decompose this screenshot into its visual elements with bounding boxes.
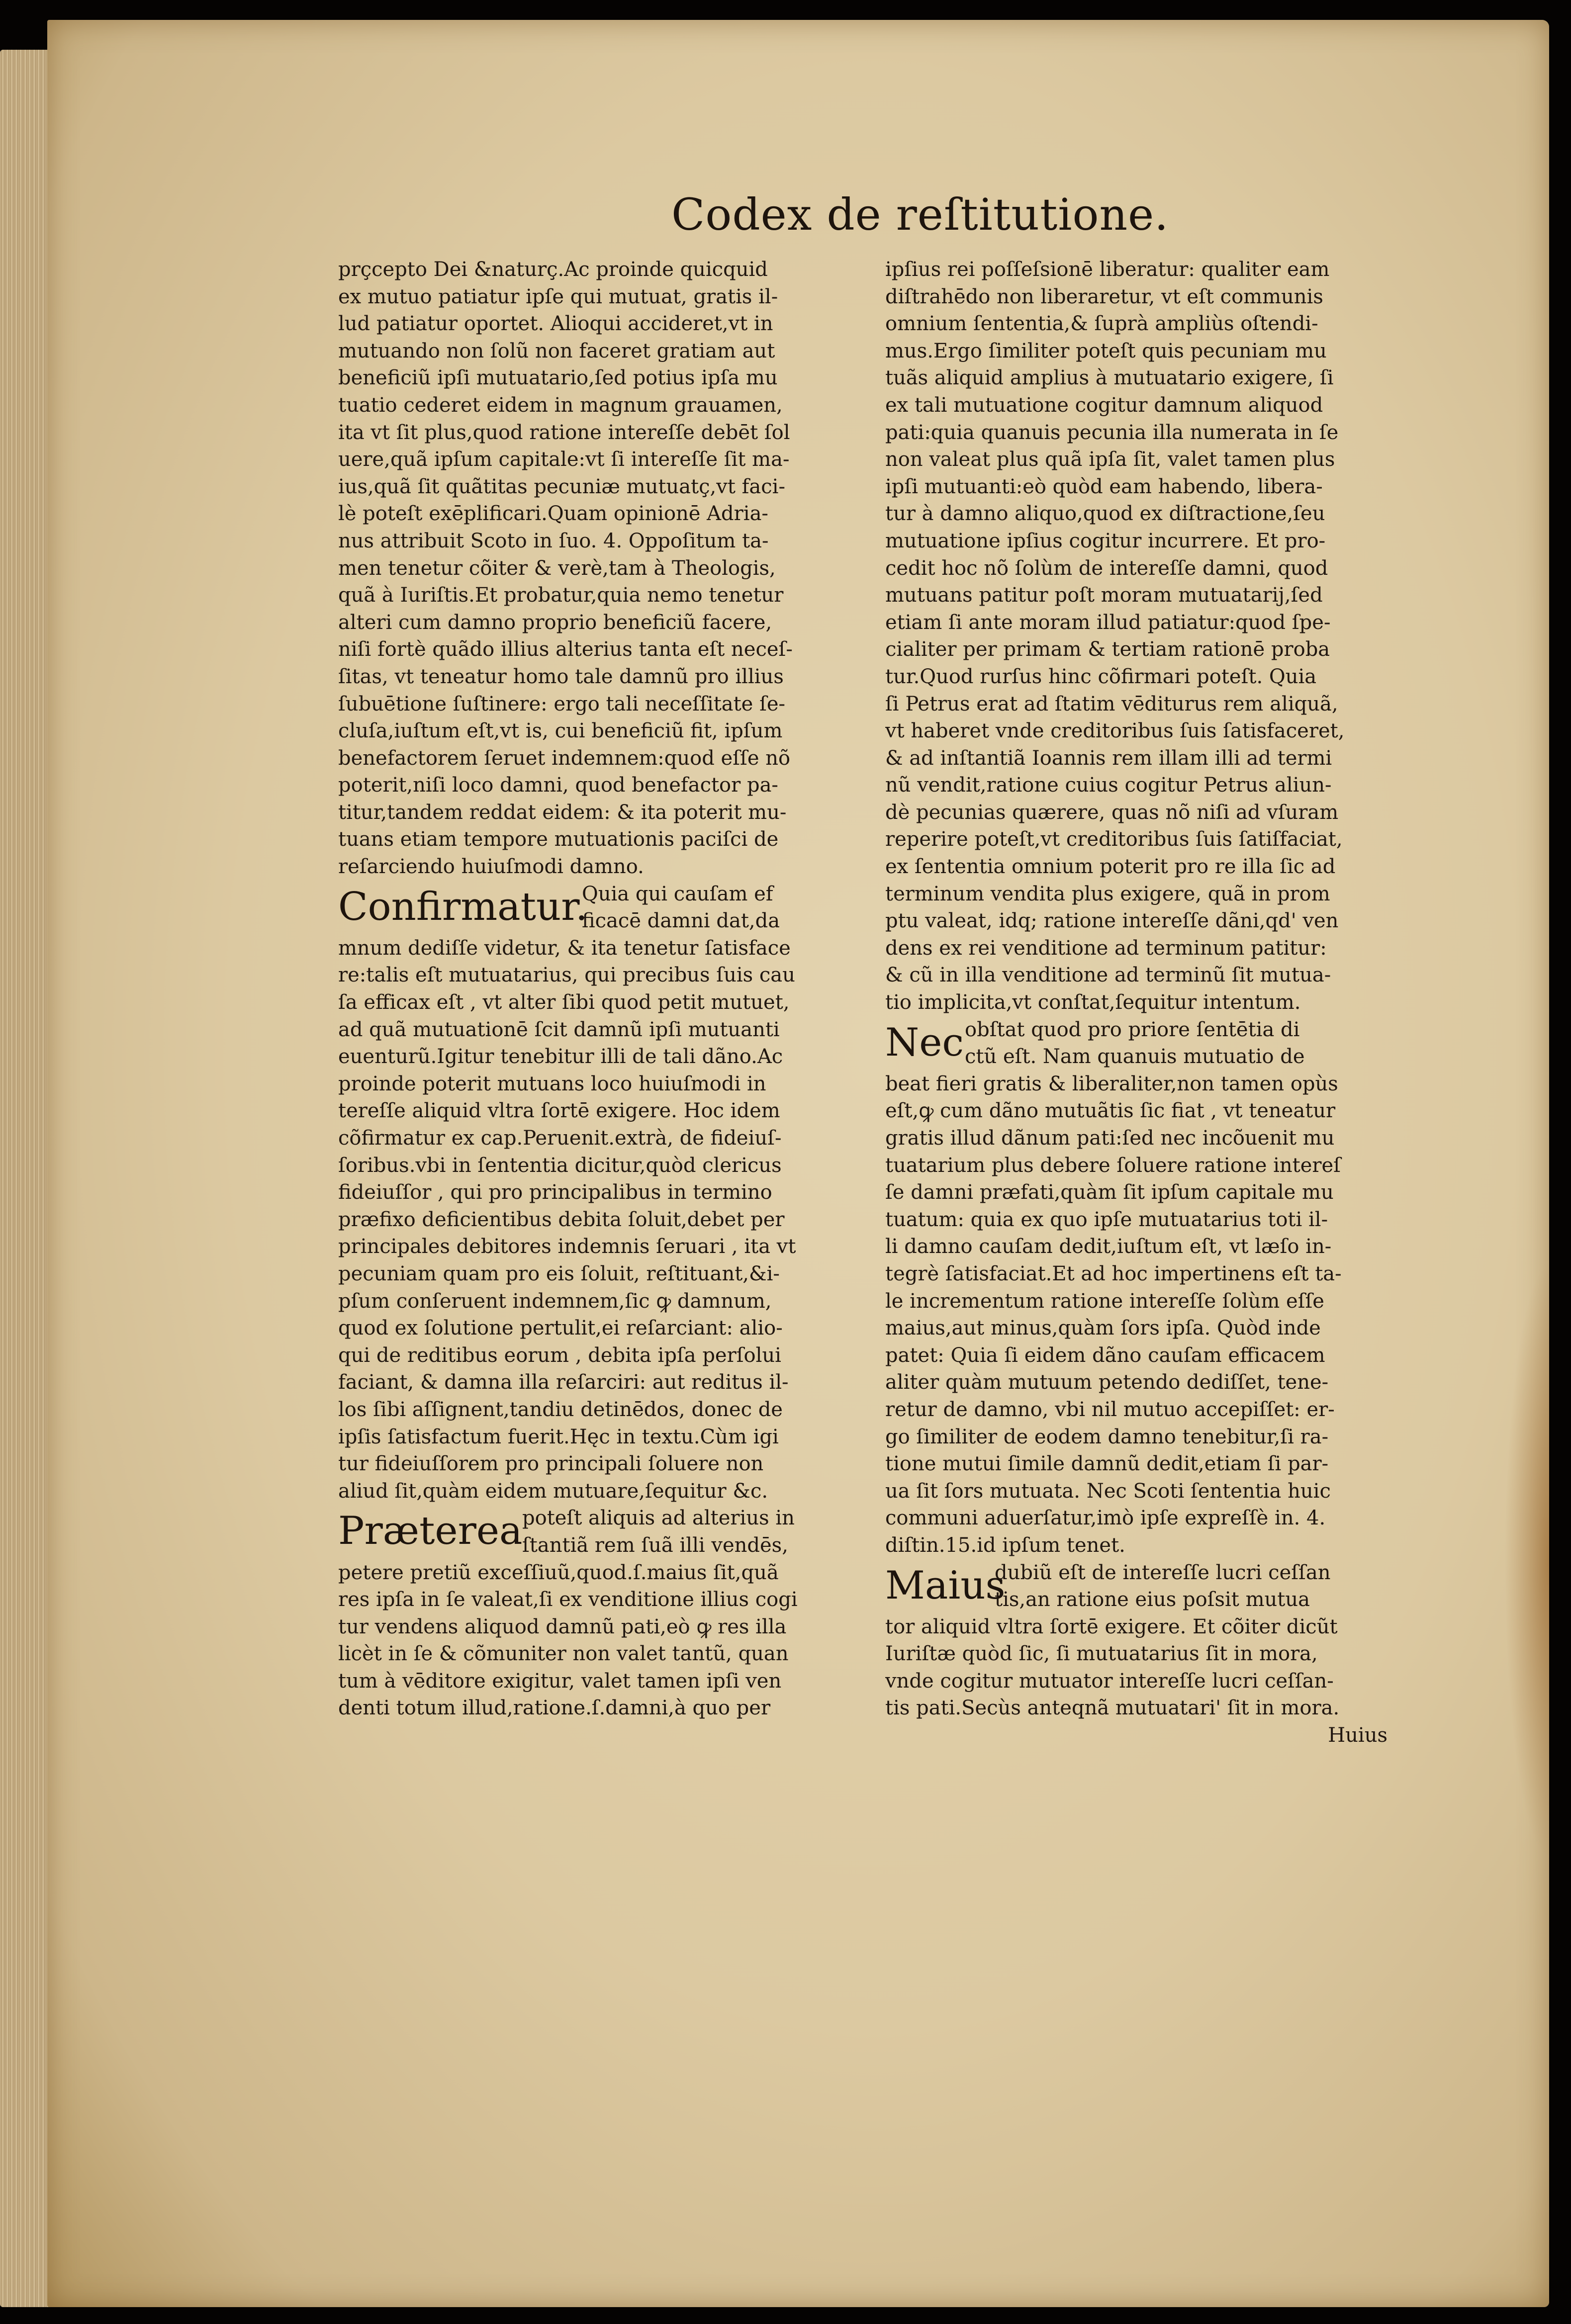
text-line: tione mutui ſimile damnũ dedit,etiam ſi par- — [885, 1452, 1329, 1476]
text-line: dè pecunias quærere, quas nõ niſi ad vſuram — [885, 801, 1339, 824]
text-line: diſtrahēdo non liberaretur, vt eſt communis — [885, 285, 1323, 308]
text-line: ua ſit ſors mutuata. Nec Scoti ſententia huic — [885, 1479, 1331, 1503]
text-line: reperire poteſt,vt creditoribus ſuis ſatiſfaciat, — [885, 828, 1343, 851]
text-line: retur de damno, vbi nil mutuo accepiſſet: er- — [885, 1398, 1335, 1421]
text-line: maius,aut minus,quàm ſors ipſa. Quòd inde — [885, 1317, 1321, 1340]
text-line: re:talis eſt mutuatarius, qui precibus ſuis cau — [338, 964, 795, 987]
text-line: tuatum: quia ex quo ipſe mutuatarius toti il- — [885, 1208, 1328, 1231]
text-line: ſi Petrus erat ad ſtatim vēditurus rem aliquã, — [885, 692, 1338, 715]
text-line: reſarciendo huiuſmodi damno. — [338, 855, 644, 879]
text-line: los ſibi aſſignent,tandiu detinēdos, donec de — [338, 1398, 783, 1421]
text-line: dubiũ eſt de intereſſe lucri ceſſan — [995, 1561, 1331, 1584]
section-heading-nec: Nec — [885, 1020, 964, 1065]
left-lines-c — [338, 1559, 840, 1722]
confirmatur-section — [338, 881, 840, 935]
text-line: pſum conſeruent indemnem,ſic ꝙ damnum, — [338, 1289, 772, 1313]
text-line: ſubuētione ſuſtinere: ergo tali neceſſitate ſe- — [338, 692, 786, 715]
text-line: uere,quã ipſum capitale:vt ſi intereſſe ſit ma- — [338, 448, 790, 471]
text-line: ex tali mutuatione cogitur damnum aliquod — [885, 393, 1323, 417]
text-line: petere pretiũ exceſſiuũ,quod.ſ.maius ſit,quã — [338, 1561, 779, 1584]
text-line: cialiter per primam & tertiam rationē proba — [885, 638, 1330, 661]
text-line: patet: Quia ſi eidem dãno cauſam efficacem — [885, 1343, 1325, 1367]
text-line: cedit hoc nõ ſolùm de intereſſe damni, quod — [885, 556, 1328, 580]
text-line: gratis illud dãnum pati:ſed nec incõuenit mu — [885, 1127, 1335, 1150]
text-line: ſoribus.vbi in ſententia dicitur,quòd clericus — [338, 1154, 782, 1177]
text-line: principales debitores indemnis ſeruari , ita vt — [338, 1235, 796, 1258]
left-lines-b — [338, 935, 840, 1505]
text-line: præfixo deficientibus debita ſoluit,debet per — [338, 1208, 785, 1231]
text-line: tuãs aliquid amplius à mutuatario exigere, ſi — [885, 366, 1334, 390]
text-line: res ipſa in ſe valeat,ſi ex venditione illius cogi — [338, 1588, 798, 1611]
text-line: lud patiatur oportet. Alioqui accideret,vt in — [338, 312, 773, 336]
text-line: euenturũ.Igitur tenebitur illi de tali dãno.Ac — [338, 1045, 783, 1069]
text-line: & ad inſtantiã Ioannis rem illam illi ad termi — [885, 746, 1332, 770]
maius-section — [885, 1559, 1387, 1613]
text-line: cõfirmatur ex cap.Peruenit.extrà, de fideiuſ- — [338, 1127, 782, 1150]
text-line: ptu valeat, idq; ratione intereſſe dãni,qd' ven — [885, 909, 1339, 933]
text-line: mutuatione ipſius cogitur incurrere. Et pro- — [885, 529, 1326, 552]
text-line: li damno cauſam dedit,iuſtum eſt, vt læſo in- — [885, 1235, 1332, 1258]
text-line: ius,quã ſit quãtitas pecuniæ mutuatç,vt faci- — [338, 475, 785, 498]
text-line: titur,tandem reddat eidem: & ita poterit mu- — [338, 801, 787, 824]
text-line: poteſt aliquis ad alterius in — [522, 1507, 795, 1530]
text-line: ex ſententia omnium poterit pro re illa ſic ad — [885, 855, 1336, 879]
right-lines-b — [885, 1071, 1387, 1559]
text-line: Iuriſtæ quòd ſic, ſi mutuatarius ſit in mora, — [885, 1642, 1318, 1666]
text-line: terminum vendita plus exigere, quã in prom — [885, 882, 1330, 905]
text-line: vnde cogitur mutuator intereſſe lucri ceſſan- — [885, 1669, 1334, 1693]
text-line: prçcepto Dei &naturç.Ac proinde quicquid — [338, 258, 768, 281]
left-column — [338, 256, 840, 1722]
nec-section — [885, 1016, 1387, 1071]
text-line: mutuans patitur poſt moram mutuatarij,ſed — [885, 584, 1323, 607]
text-line: vt haberet vnde creditoribus ſuis ſatisfaceret, — [885, 719, 1345, 743]
text-line: niſi fortè quãdo illius alterius tanta eſt neceſ- — [338, 638, 793, 661]
text-line: cluſa,iuſtum eſt,vt is, cui beneficiũ fit, ipſum — [338, 719, 783, 743]
section-heading-praeterea: Præterea — [338, 1509, 523, 1554]
text-line: tis,an ratione eius poſsit mutua — [995, 1588, 1310, 1611]
text-line: aliter quàm mutuum petendo dediſſet, tene- — [885, 1371, 1329, 1394]
text-line: qui de reditibus eorum , debita ipſa perſolui — [338, 1343, 781, 1367]
text-line: denti totum illud,ratione.ſ.damni,à quo per — [338, 1697, 771, 1720]
text-line: quã à Iuriſtis.Et probatur,quia nemo tenetur — [338, 584, 784, 607]
text-line: ſtantiã rem ſuã illi vendēs, — [522, 1533, 788, 1557]
text-line: proinde poterit mutuans loco huiuſmodi in — [338, 1072, 766, 1095]
text-line: tur à damno aliquo,quod ex diſtractione,ſeu — [885, 502, 1325, 526]
text-line: ad quã mutuationē ſcit damnũ ipſi mutuanti — [338, 1018, 780, 1041]
text-line: omnium ſententia,& ſuprà ampliùs oſtendi- — [885, 312, 1318, 336]
text-line: tuatio cederet eidem in magnum grauamen, — [338, 393, 783, 417]
text-line: tio implicita,vt conſtat,ſequitur intentum. — [885, 991, 1301, 1014]
text-line: fideiuſſor , qui pro principalibus in termino — [338, 1181, 772, 1204]
right-column — [885, 256, 1387, 1749]
text-line: tor aliquid vltra ſortē exigere. Et cõiter dicũt — [885, 1615, 1338, 1638]
text-line: nũ vendit,ratione cuius cogitur Petrus aliun- — [885, 774, 1332, 797]
right-lines-a — [885, 256, 1387, 1016]
text-line: ipſis ſatisfactum fuerit.Hęc in textu.Cùm igi — [338, 1425, 779, 1448]
text-line: beat fieri gratis & liberaliter,non tamen opùs — [885, 1072, 1338, 1095]
right-lines-c — [885, 1613, 1387, 1722]
text-line: tur.Quod rurſus hinc cõfirmari poteſt. Quia — [885, 665, 1317, 688]
text-line: ita vt ſit plus,quod ratione intereſſe debēt ſol — [338, 421, 790, 444]
running-head: Codex de reſtitutione. — [671, 189, 1169, 240]
text-line: beneficiũ ipſi mutuatario,ſed potius ipſa mu — [338, 366, 778, 390]
text-line: mus.Ergo ſimiliter poteſt quis pecuniam mu — [885, 339, 1327, 362]
text-line: ipſius rei poſſeſsionē liberatur: qualiter eam — [885, 258, 1330, 281]
text-line: poterit,niſi loco damni, quod benefactor pa- — [338, 774, 778, 797]
text-line: diſtin.15.id ipſum tenet. — [885, 1533, 1125, 1557]
left-lines-a — [338, 256, 840, 881]
text-line: etiam ſi ante moram illud patiatur:quod ſpe- — [885, 611, 1331, 634]
catchword: Huius — [1328, 1724, 1387, 1747]
text-line: ſa efficax eſt , vt alter ſibi quod petit mutuet, — [338, 991, 790, 1014]
text-line: alteri cum damno proprio beneficiũ facere, — [338, 611, 772, 634]
page-edges — [0, 50, 55, 2307]
text-line: tegrè ſatisfaciat.Et ad hoc impertinens eſt ta- — [885, 1262, 1342, 1285]
text-line: quod ex ſolutione pertulit,ei reſarciant: alio- — [338, 1317, 783, 1340]
praeterea-section — [338, 1505, 840, 1559]
text-line: eſt,ꝙ cum dãno mutuãtis ſic fiat , vt teneatur — [885, 1099, 1336, 1123]
text-line: non valeat plus quã ipſa ſit, valet tamen plus — [885, 448, 1335, 471]
text-line: tereſſe aliquid vltra ſortē exigere. Hoc idem — [338, 1099, 780, 1123]
text-line: & cũ in illa venditione ad terminũ ſit mutua- — [885, 964, 1331, 987]
text-line: mnum dediſſe videtur, & ita tenetur ſatisface — [338, 936, 791, 960]
text-line: men tenetur cõiter & verè,tam à Theologis, — [338, 556, 776, 580]
text-line: tuans etiam tempore mutuationis paciſci de — [338, 828, 779, 851]
text-line: aliud ſit,quàm eidem mutuare,ſequitur &c. — [338, 1479, 768, 1503]
text-line: pecuniam quam pro eis ſoluit, reſtituant,&i- — [338, 1262, 780, 1285]
text-line: ſitas, vt teneatur homo tale damnũ pro illius — [338, 665, 784, 688]
stain — [1504, 1263, 1549, 1860]
section-heading-maius: Maius — [885, 1563, 1006, 1608]
text-line: lè poteſt exēplificari.Quam opinionē Adria- — [338, 502, 768, 526]
text-line: mutuando non ſolũ non faceret gratiam aut — [338, 339, 775, 362]
text-line: ſe damni præfati,quàm ſit ipſum capitale mu — [885, 1181, 1334, 1204]
text-line: le incrementum ratione intereſſe ſolùm eſſe — [885, 1289, 1324, 1313]
section-heading-confirmatur: Confirmatur. — [338, 884, 588, 929]
text-line: tis pati.Secùs anteqnã mutuatari' ſit in mora. — [885, 1697, 1340, 1720]
text-line: tur vendens aliquod damnũ pati,eò ꝙ res illa — [338, 1615, 787, 1638]
text-line: dens ex rei venditione ad terminum patitur: — [885, 936, 1327, 960]
text-line: faciant, & damna illa reſarciri: aut reditus il- — [338, 1371, 789, 1394]
text-line: communi aduerſatur,imò ipſe expreſſè in. 4. — [885, 1507, 1326, 1530]
text-line: ctũ eſt. Nam quanuis mutuatio de — [965, 1045, 1305, 1069]
text-line: obſtat quod pro priore ſentētia di — [965, 1018, 1300, 1041]
text-line: go ſimiliter de eodem damno tenebitur,ſi ra- — [885, 1425, 1329, 1448]
text-line: ipſi mutuanti:eò quòd eam habendo, libera- — [885, 475, 1323, 498]
text-line: ex mutuo patiatur ipſe qui mutuat, gratis il- — [338, 285, 778, 308]
text-line: pati:quia quanuis pecunia illa numerata in ſe — [885, 421, 1339, 444]
text-line: benefactorem ſeruet indemnem:quod eſſe nõ — [338, 746, 791, 770]
text-line: Quia qui cauſam ef — [582, 882, 773, 905]
text-line: tum à vēditore exigitur, valet tamen ipſi ven — [338, 1669, 782, 1693]
text-line: tuatarium plus debere ſoluere ratione intereſ — [885, 1154, 1341, 1177]
text-line: ficacē damni dat,da — [582, 909, 780, 933]
text-line: licèt in ſe & cõmuniter non valet tantũ, quan — [338, 1642, 789, 1666]
text-line: tur fideiuſſorem pro principali ſoluere non — [338, 1452, 764, 1476]
text-line: nus attribuit Scoto in ſuo. 4. Oppoſitum ta- — [338, 529, 769, 552]
